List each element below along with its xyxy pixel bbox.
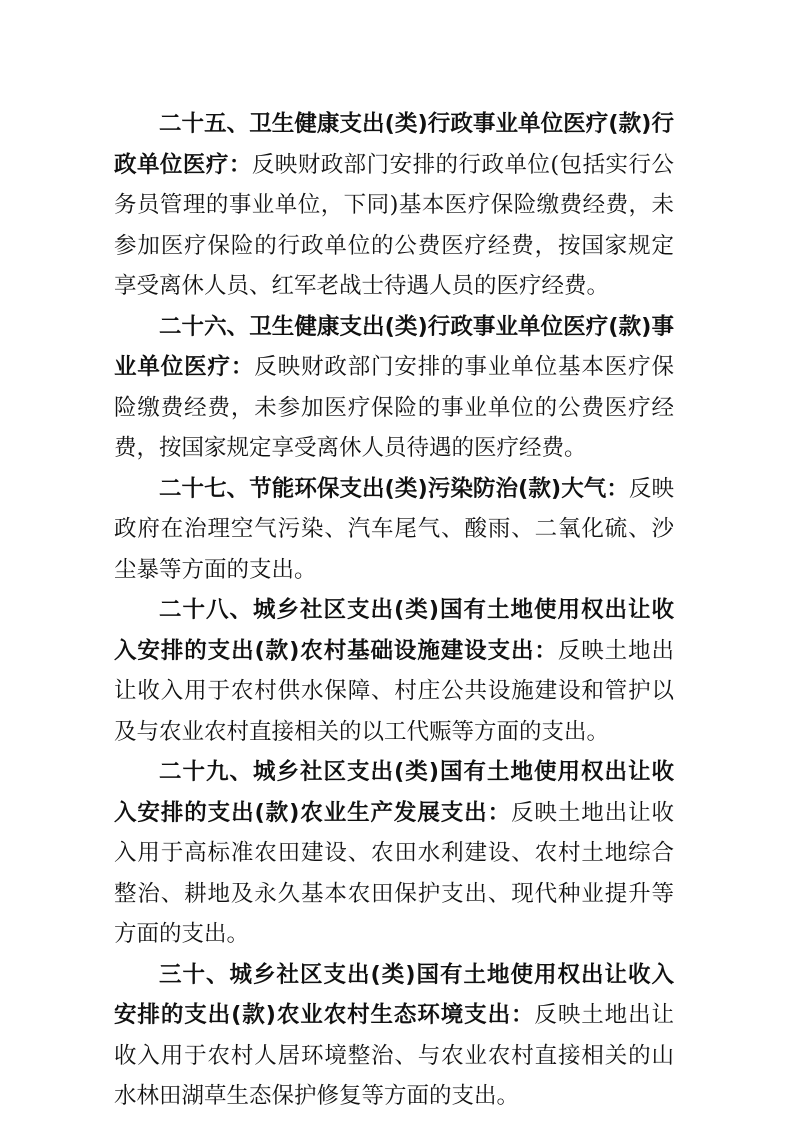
paragraph-28 xyxy=(114,590,674,752)
paragraph-29-heading: 二十九、城乡社区支出(类)国有土地使用权出让收入安排的支出(款)农业生产发展支出： xyxy=(114,759,674,826)
paragraph-25-text: 反映财政部门安排的行政单位(包括实行公务员管理的事业单位，下同)基本医疗保险缴费经费，未参加医疗保险的行政单位的公费医疗经费，按国家规定享受离休人员、红军老战士待遇人员的医疗经费。 xyxy=(114,151,674,299)
paragraph-25 xyxy=(114,104,674,307)
paragraph-26-text: 反映财政部门安排的事业单位基本医疗保险缴费经费，未参加医疗保险的事业单位的公费医疗经费，按国家规定享受离休人员待遇的医疗经费。 xyxy=(114,354,674,461)
paragraph-28-text: 反映土地出让收入用于农村供水保障、村庄公共设施建设和管护以及与农业农村直接相关的以工代赈等方面的支出。 xyxy=(114,637,674,745)
paragraph-27 xyxy=(114,469,674,591)
paragraph-30 xyxy=(114,955,674,1117)
paragraph-26-heading: 二十六、卫生健康支出(类)行政事业单位医疗(款)事业单位医疗： xyxy=(114,313,674,380)
paragraph-30-heading: 三十、城乡社区支出(类)国有土地使用权出让收入安排的支出(款)农业农村生态环境支出： xyxy=(114,961,674,1028)
paragraph-27-heading: 二十七、节能环保支出(类)污染防治(款)大气： xyxy=(159,475,629,502)
paragraph-28-heading: 二十八、城乡社区支出(类)国有土地使用权出让收入安排的支出(款)农村基础设施建设支出： xyxy=(114,597,674,664)
document-body xyxy=(114,104,674,1117)
paragraph-26 xyxy=(114,307,674,469)
paragraph-29-text: 反映土地出让收入用于高标准农田建设、农田水利建设、农村土地综合整治、耕地及永久基本农田保护支出、现代种业提升等方面的支出。 xyxy=(114,799,674,947)
paragraph-27-text: 反映政府在治理空气污染、汽车尾气、酸雨、二氧化硫、沙尘暴等方面的支出。 xyxy=(114,475,674,583)
paragraph-29 xyxy=(114,752,674,955)
paragraph-30-text: 反映土地出让收入用于农村人居环境整治、与农业农村直接相关的山水林田湖草生态保护修复等方面的支出。 xyxy=(114,1002,674,1109)
paragraph-25-heading: 二十五、卫生健康支出(类)行政事业单位医疗(款)行政单位医疗： xyxy=(114,111,674,178)
